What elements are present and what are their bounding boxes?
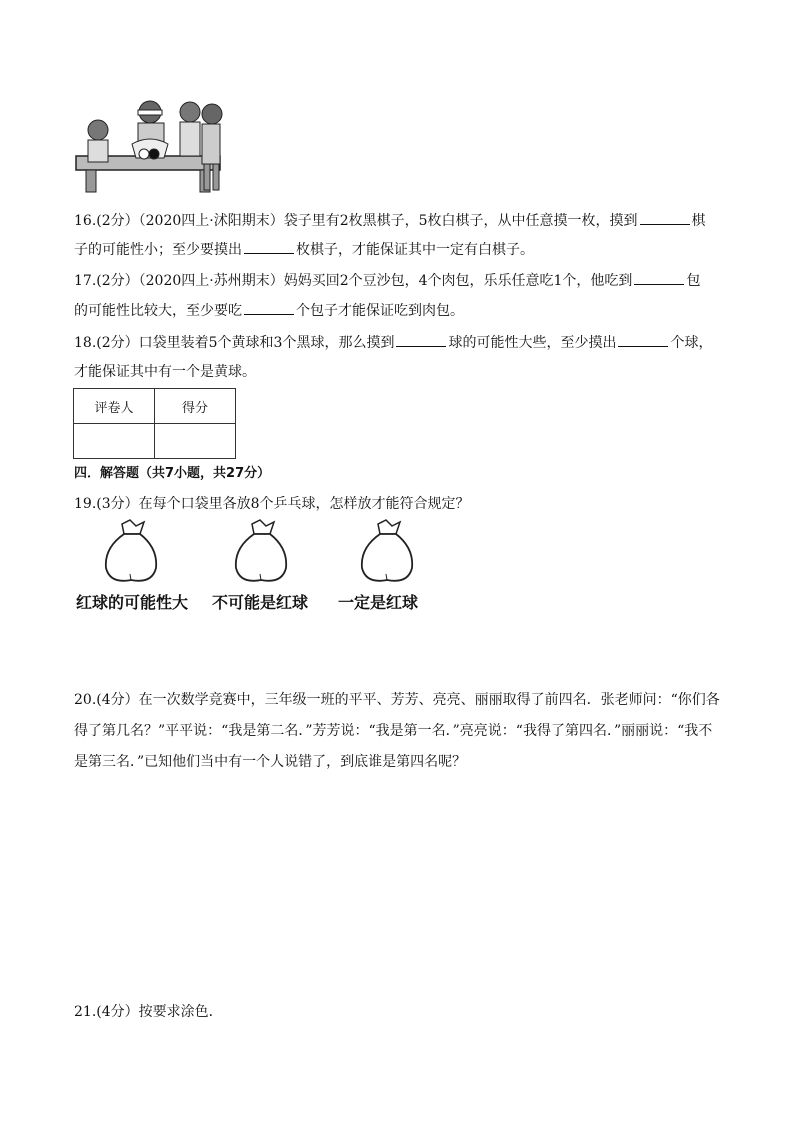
bag-label-1: 红球的可能性大 [76, 593, 189, 612]
score-table [73, 388, 236, 459]
answer-blank[interactable] [640, 210, 690, 225]
answer-blank[interactable] [244, 239, 294, 254]
question-16-line2: 子的可能性小；至少要摸出 枚棋子，才能保证其中一定有白棋子。 [74, 239, 724, 260]
bag-icon [100, 518, 162, 586]
score-cell[interactable] [155, 424, 236, 459]
question-20-line3: 是第三名．”已知他们当中有一个人说错了，到底谁是第四名呢？ [74, 754, 467, 770]
bag-label-3: 一定是红球 [338, 593, 419, 612]
bag-icon [356, 518, 418, 586]
bag-icon [230, 518, 292, 586]
question-19: 19.(3分）在每个口袋里各放8个乒乓球，怎样放才能符合规定？ [74, 496, 470, 512]
answer-blank[interactable] [634, 270, 684, 285]
answer-blank[interactable] [396, 332, 446, 347]
children-at-table-illustration [72, 96, 224, 196]
section-title: 四．解答题（共7小题，共27分） [74, 466, 271, 481]
question-20-line1: 20.(4分）在一次数学竞赛中，三年级一班的平平、芳芳、亮亮、丽丽取得了前四名．张老师问：“你们各 [74, 692, 720, 708]
score-header: 得分 [155, 389, 236, 424]
question-20-line2: 得了第几名？”平平说：“我是第二名．”芳芳说：“我是第一名．”亮亮说：“我得了第四名．”丽丽说：“我不 [74, 723, 713, 739]
grader-cell[interactable] [74, 424, 155, 459]
question-21: 21.(4分）按要求涂色． [74, 1004, 223, 1020]
answer-blank[interactable] [244, 300, 294, 315]
question-18-line2: 才能保证其中有一个是黄球。 [74, 364, 256, 380]
grader-header: 评卷人 [74, 389, 155, 424]
question-18-line1: 18.(2分）口袋里装着5个黄球和3个黑球，那么摸到 球的可能性大些，至少摸出 个球， [74, 332, 724, 353]
question-17-line2: 的可能性比较大，至少要吃 个包子才能保证吃到肉包。 [74, 300, 724, 321]
question-17-line1: 17.(2分）（2020四上·苏州期末）妈妈买回2个豆沙包，4个肉包，乐乐任意吃1个，他吃到 包 [74, 270, 724, 291]
question-16-line1: 16.(2分）（2020四上·沭阳期末）袋子里有2枚黑棋子，5枚白棋子，从中任意摸一枚，摸到 棋 [74, 210, 724, 231]
answer-blank[interactable] [618, 332, 668, 347]
bag-label-2: 不可能是红球 [212, 593, 309, 612]
